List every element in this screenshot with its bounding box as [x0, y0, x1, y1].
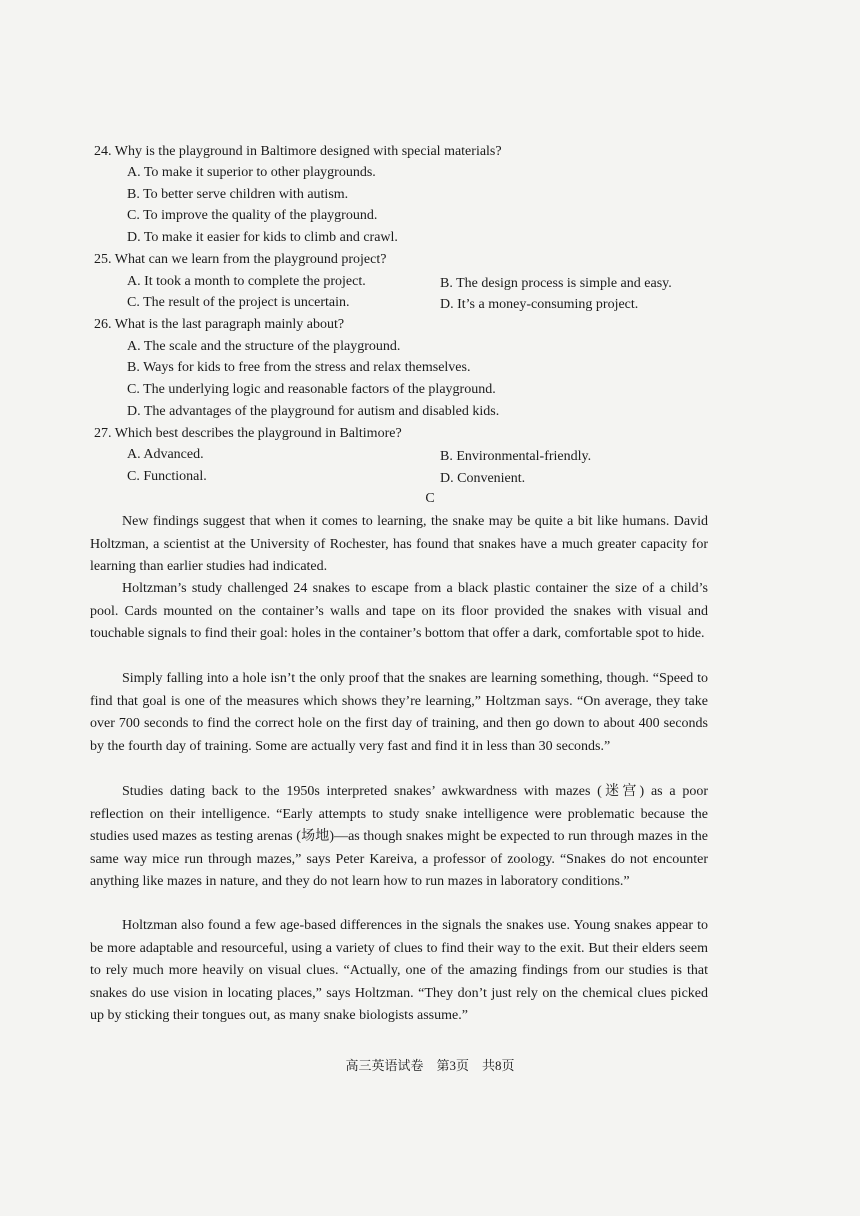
question-26-option-b: B. Ways for kids to free from the stress and relax themselves. [127, 360, 471, 375]
question-24-stem: 24. Why is the playground in Baltimore designed with special materials? [94, 144, 502, 159]
question-25-option-d: D. It’s a money-consuming project. [440, 297, 639, 312]
question-24-option-d: D. To make it easier for kids to climb and crawl. [127, 230, 398, 245]
page-footer: 高三英语试卷 第3页 共8页 [345, 1058, 515, 1073]
question-27-stem: 27. Which best describes the playground in Baltimore? [94, 426, 402, 441]
question-25-stem: 25. What can we learn from the playground project? [94, 252, 387, 267]
question-27-option-a: A. Advanced. [127, 447, 204, 462]
passage-paragraph-4: Studies dating back to the 1950s interpreted snakes’ awkwardness with mazes (迷宫) as a poor reflection on their intelligence. “Early attempts to study snake intelligence were problematic because the studies used mazes as testing arenas (场地)—as though snakes might be expected to run through mazes in the same way mice run through mazes,” says Peter Kareiva, a professor of zoology. “Snakes do not encounter anything like mazes in nature, and they do not learn how to run mazes in laboratory conditions.” [90, 784, 708, 890]
question-25-option-c: C. The result of the project is uncertain. [127, 295, 350, 310]
question-24-option-c: C. To improve the quality of the playground. [127, 208, 378, 223]
passage-paragraph-2: Holtzman’s study challenged 24 snakes to escape from a black plastic container the size of a child’s pool. Cards mounted on the container’s walls and tape on its floor provided the snakes with visual and touchable signals to find their goal: holes in the container’s bottom that offer a dark, comfortable spot to hide. [90, 581, 708, 642]
passage-paragraph-5: Holtzman also found a few age-based differences in the signals the snakes use. Young snakes appear to be more adaptable and resourceful, using a variety of clues to find their way to the exit. But their elders seem to rely much more heavily on visual clues. “Actually, one of the amazing findings from our studies is that snakes do use vision in locating places,” says Holtzman. “They don’t just rely on the chemical clues picked up by sticking their tongues out, as many snake biologists assume.” [90, 918, 708, 1024]
passage-paragraph-1: New findings suggest that when it comes to learning, the snake may be quite a bit like humans. David Holtzman, a scientist at the University of Rochester, has found that snakes have a much greater capacity for learning than earlier studies had indicated. [90, 514, 708, 575]
question-26-stem: 26. What is the last paragraph mainly about? [94, 317, 345, 332]
section-label: C [425, 491, 435, 506]
question-27-option-b: B. Environmental-friendly. [440, 449, 592, 464]
question-25-option-a: A. It took a month to complete the project. [127, 274, 366, 289]
question-27-option-c: C. Functional. [127, 469, 207, 484]
question-27-option-d: D. Convenient. [440, 471, 526, 486]
question-26-option-a: A. The scale and the structure of the playground. [127, 339, 401, 354]
passage-paragraph-3: Simply falling into a hole isn’t the only proof that the snakes are learning something, though. “Speed to find that goal is one of the measures which shows they’re learning,” Holtzman says. “On average, they take over 700 seconds to find the correct hole on the first day of training, and then go down to about 400 seconds by the fourth day of training. Some are actually very fast and find it in less than 30 seconds.” [90, 671, 708, 754]
question-25-option-b: B. The design process is simple and easy. [440, 276, 672, 291]
question-24-option-a: A. To make it superior to other playgrounds. [127, 165, 376, 180]
question-24-option-b: B. To better serve children with autism. [127, 187, 349, 202]
question-26-option-c: C. The underlying logic and reasonable factors of the playground. [127, 382, 496, 397]
question-26-option-d: D. The advantages of the playground for autism and disabled kids. [127, 404, 500, 419]
